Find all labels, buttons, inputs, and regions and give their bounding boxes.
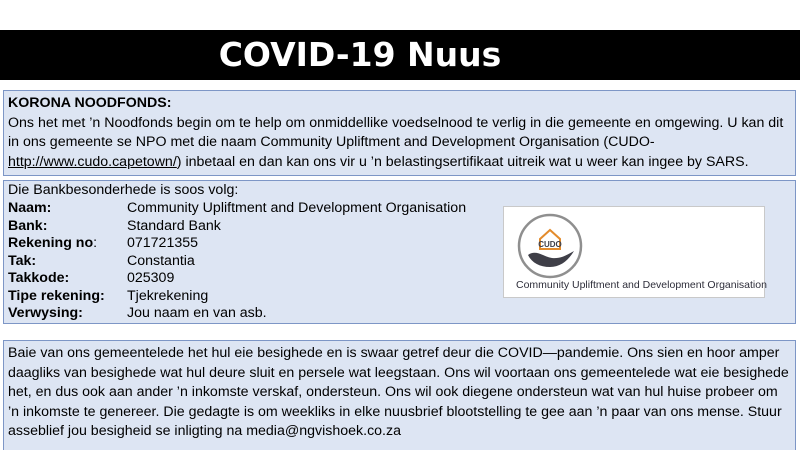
bank-value: Community Upliftment and Development Organisation xyxy=(127,200,467,216)
fund-section xyxy=(3,90,796,176)
page-title: COVID-19 Nuus xyxy=(218,35,502,74)
bank-label: Verwysing: xyxy=(8,305,83,321)
bank-row xyxy=(8,235,466,253)
bank-row xyxy=(8,253,466,271)
bank-value: Constantia xyxy=(127,252,195,269)
title-bar xyxy=(0,30,800,80)
bank-label: Tipe rekening: xyxy=(8,287,105,304)
bank-label xyxy=(8,235,127,253)
bank-value: Standard Bank xyxy=(127,217,221,234)
bank-value: 025309 xyxy=(127,270,175,286)
bank-row xyxy=(8,270,466,288)
bank-value: 071721355 xyxy=(127,235,199,251)
logo-org-name: Community Upliftment and Development Organisation xyxy=(516,279,767,291)
fund-heading: KORONA NOODFONDS: xyxy=(8,95,172,111)
bank-details-table xyxy=(8,200,466,323)
cudo-link[interactable]: http://www.cudo.capetown/ xyxy=(8,153,177,170)
fund-text-end: ) inbetaal en dan kan ons vir u ’n belastingsertifikaat uitreik wat u weer kan ingee by SARS. xyxy=(176,153,749,170)
bank-label: Naam: xyxy=(8,200,52,216)
bank-label-text: Rekening no xyxy=(8,235,94,251)
cudo-emblem-icon xyxy=(510,209,590,281)
bank-intro: Die Bankbesonderhede is soos volg: xyxy=(8,182,239,198)
bank-label: Tak: xyxy=(8,252,37,269)
bank-label: Bank: xyxy=(8,217,48,234)
business-text: Baie van ons gemeentelede het hul eie besighede en is swaar getref deur die COVID—pandemie. Ons sien en hoor amper daagliks van besighede wat hul deure sluit en persele wat leegstaan. Ons wil voortaan ons gemeentelede wat eie besighede het, en dus ook aan ander ’n inkomste verskaf, ondersteun. Ons wil ook diegene ondersteun wat van hul huise probeer om ’n inkomste te genereer. Die gedagte is om weekliks in elke nuusbrief blootstelling te gee aan ’n paar van ons mense. Stuur asseblief jou besigheid se inligting na media@ngvishoek.co.za xyxy=(8,345,789,439)
bank-row xyxy=(8,218,466,236)
cudo-logo xyxy=(503,206,765,298)
bank-value: Tjekrekening xyxy=(127,287,209,304)
bank-row xyxy=(8,288,466,306)
fund-text-start: Ons het met ’n Noodfonds begin om te help om onmiddellike voedselnood te verlig in die gemeente en omgewing. U kan dit in ons gemeente se NPO met die naam Community Upliftment and Development Organisation (CUDO- xyxy=(8,114,784,150)
bank-row xyxy=(8,200,466,218)
bank-value: Jou naam en van asb. xyxy=(127,305,267,321)
bank-label: Takkode: xyxy=(8,270,70,286)
bank-label-colon: : xyxy=(93,235,98,251)
bank-row xyxy=(8,305,466,323)
fund-text xyxy=(8,114,791,173)
logo-badge-text: CUDO xyxy=(538,240,562,249)
business-section xyxy=(3,340,796,450)
hand-icon xyxy=(528,251,574,267)
